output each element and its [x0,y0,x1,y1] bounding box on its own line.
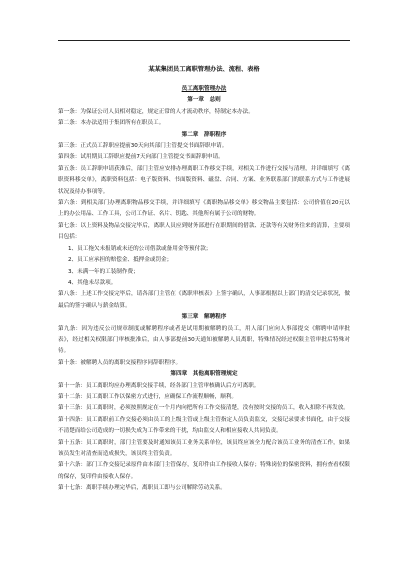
paragraph: 第十五条：员工离职时，部门主管要及时通知该员工业务关系单位，该员终应该全力配合该员工业务的清查工作，如果该员发生对清查而造成损失，该员终主管负责。 [58,439,350,457]
document-content [58,95,350,494]
paragraph: 第十六条：部门工作交接记录原件由本部门主管保存，复印件由工作接收人保存；特殊岗位的保密资料，拥有查看权限的保存，复印件由接收人保存。 [58,462,350,480]
paragraph: 第八条：上述工作交接完毕后，请各部门主管在《离职审核表》上签字确认，人事部根据以上部门的清交记录状况，做最后的签字确认与薪金结算。 [58,291,350,309]
paragraph: 第二条：本办法适用于集团所有在职员工。 [58,120,165,127]
chapter-heading: 第三章 解聘程序 [181,314,227,321]
paragraph: 第十条：被解聘人员的离职交接程序同辞职程序。 [58,359,182,366]
chapter-heading: 第二章 辞职程序 [181,131,227,138]
paragraph: 第九条：因为违反公司规章制度或解聘程序或者是试用期被解聘的员工，用人部门应向人事部提交《解聘申请审批表》，经过相关权限部门审核批准后，由人事部提前30天通知被解聘人员离职，特殊情况经过权限主管审批后特殊对待。 [58,325,350,355]
chapter-heading: 第四章 其他离职管理规定 [170,371,238,378]
paragraph: 第十七条：离职手续办理完毕后，离职员工即与公司解除劳动关系。 [58,485,226,492]
list-item: 4、其他未尽款项。 [68,279,117,286]
paragraph: 第十二条：员工离职工作以保密方式进行，应确保工作流程顺畅，顺利。 [58,393,238,400]
paragraph: 第六条：到相关部门办理离职物品移交手续，并详细填写《离职物品移交单》移交物品主要包括：公司价值在20元以上的办公用品、工作工具，公司工作证、名片、钥匙、其他所有属于公司的财物。 [58,200,350,218]
paragraph: 第四条：试用期员工辞职应提前7天向部门主管提交书面辞职申请。 [58,154,224,161]
document-body [58,84,350,495]
list-item: 3、未满一年的工装制作费； [68,268,139,275]
list-item: 1、员工拖欠未报销或未还的公司借款或备用金等预付款； [68,245,212,252]
list-item: 2、员工应承担的赔偿金、抵押金或罚金； [68,257,173,264]
paragraph: 第七条：以上资料及物品交接完毕后，离职人员应到财务部进行在职期间的借款、还款等有关财务往来的清算，主要项目包括： [58,222,350,241]
paragraph: 第一条：为保证公司人员相对稳定，规定正常的人才流动秩序，特制定本办法。 [58,108,254,115]
header-rule [58,40,350,41]
paragraph: 第十四条：员工离职前工作交接必须由员工的上级主管或上级主管指定人员负责监交，交接记录要求书面化，由于交接不清楚而给公司造成的一切损失成为工作带来的干扰，均由监交人和相应接收人共同负责。 [58,416,350,435]
paragraph: 第十一条：员工离职均应办理离职交接手续，经各部门主管审核确认后方可离职。 [58,382,260,389]
document-header-title: 某某集团员工离职管理办法、流程、表格 [148,66,260,73]
chapter-heading: 第一章 总则 [187,97,221,104]
paragraph: 第五条：员工辞职申请获准后，部门主管应安排办理离职工作移交手续，对相关工作进行交接与清理，并详细填写《离职资料移交单》，离职资料包括：电子版资料、书面版资料、磁盘、合同、方案、业务联系部门的联系方式与工作进展状况及待办事项等。 [58,165,350,195]
paragraph: 第三条：正式员工辞职应提前30天向其部门主管提交书面辞职申请。 [58,143,228,150]
paragraph: 第十三条：员工离职时，必须按照规定在一个月内向把所有工作交接清楚，没有按时交接的员工，收入扣除不再发放。 [58,405,349,412]
document-title: 员工离职管理办法 [181,86,227,92]
